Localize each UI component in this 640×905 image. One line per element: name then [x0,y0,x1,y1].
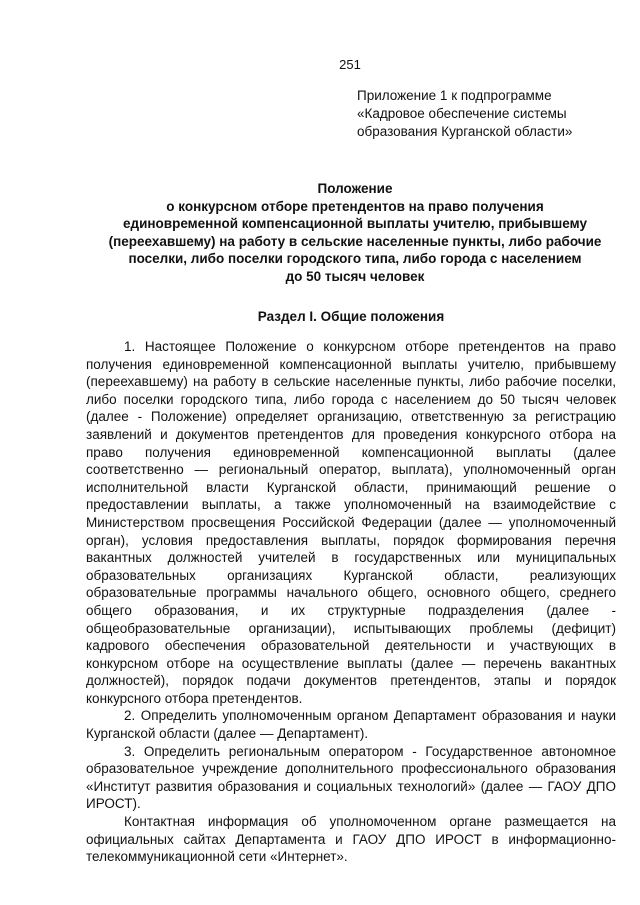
appendix-line: образования Курганской области» [357,124,573,139]
page-number: 251 [339,57,361,72]
title-line: Положение [317,181,393,196]
title-line: о конкурсном отборе претендентов на право получения [166,198,544,214]
title-line: (переехавшему) на работу в сельские населенные пункты, либо рабочие [108,233,602,249]
body-text [86,338,616,866]
paragraph: 1. Настоящее Положение о конкурсном отборе претендентов на право получения единовременной компенсационной выплаты учителю, прибывшему (переехавшему) на работу в сельские населенные пункты, либо рабочие поселки, либо поселки городского типа, либо города с населением до 50 тысяч человек (далее - Положение) определяет организацию, ответственную за регистрацию заявлений и документов претендентов для проведения конкурсного отбора на право получения единовременной компенсационной выплаты (далее соответственно — региональный оператор, выплата), уполномоченный орган исполнительной власти Курганской области, принимающий решение о предоставлении выплаты, а также уполномоченный на взаимодействие с Министерством просвещения Российской Федерации (далее — уполномоченный орган), условия предоставления выплаты, порядок формирования перечня вакантных должностей учителей в государственных или муниципальных образовательных организациях Курганской области, реализующих образовательные программы начального общего, основного общего, среднего общего образования, и их структурные подразделения (далее - общеобразовательные организации), испытывающих проблемы (дефицит) кадрового обеспечения образовательной деятельности и участвующих в конкурсном отборе на осуществление выплаты (далее — перечень вакантных должностей), порядок подачи документов претендентов, этапы и порядок конкурсного отбора претендентов. [86,339,616,706]
title-line: поселки, либо поселки городского типа, либо города с населением [128,251,582,266]
appendix-line: «Кадровое обеспечение системы [357,106,567,121]
document-title [86,180,624,285]
paragraph: Контактная информация об уполномоченном органе размещается на официальных сайтах Департамента и ГАОУ ДПО ИРОСТ в информационно-телекоммуникационной сети «Интернет». [86,814,616,865]
section-heading: Раздел I. Общие положения [257,309,445,324]
paragraph: 2. Определить уполномоченным органом Департамент образования и науки Курганской области (далее — Департамент). [86,708,616,742]
title-line: до 50 тысяч человек [285,268,425,284]
title-line: единовременной компенсационной выплаты учителю, прибывшему [123,216,587,231]
appendix-line: Приложение 1 к подпрограмме [357,88,552,103]
appendix-note [357,87,627,141]
paragraph: 3. Определить региональным оператором - Государственное автономное образовательное учреждение дополнительного профессионального образования «Институт развития образования и социальных технологий» (далее — ГАОУ ДПО ИРОСТ). [86,743,616,812]
